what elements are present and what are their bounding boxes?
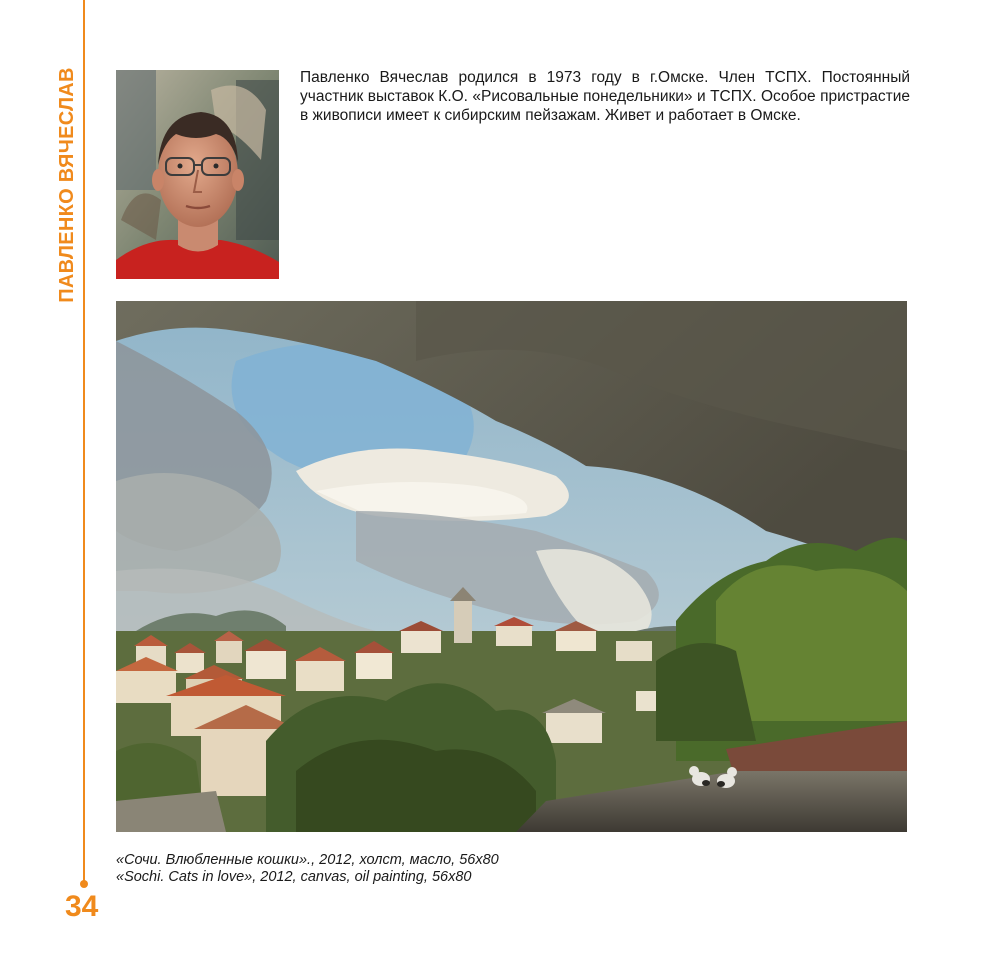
artist-name-vertical: ПАВЛЕНКО ВЯЧЕСЛАВ (56, 67, 78, 303)
artist-bio: Павленко Вячеслав родился в 1973 году в г.Омске. Член ТСПХ. Постоянный участник выставок К.О. «Рисовальные понедельники» и ТСПХ. Особое пристрастие в живописи имеет к сибирским пейзажам. Живет и работает в Омске. (300, 69, 910, 124)
caption-en: «Sochi. Cats in love», 2012, canvas, oil painting, 56x80 (116, 869, 472, 885)
caption-ru: «Сочи. Влюбленные кошки»., 2012, холст, масло, 56х80 (116, 852, 499, 868)
painting-image (116, 301, 907, 832)
accent-line (83, 0, 85, 884)
artist-portrait (116, 70, 279, 279)
painting-caption (116, 852, 499, 886)
page-number: 34 (65, 890, 99, 923)
accent-dot (80, 880, 88, 888)
